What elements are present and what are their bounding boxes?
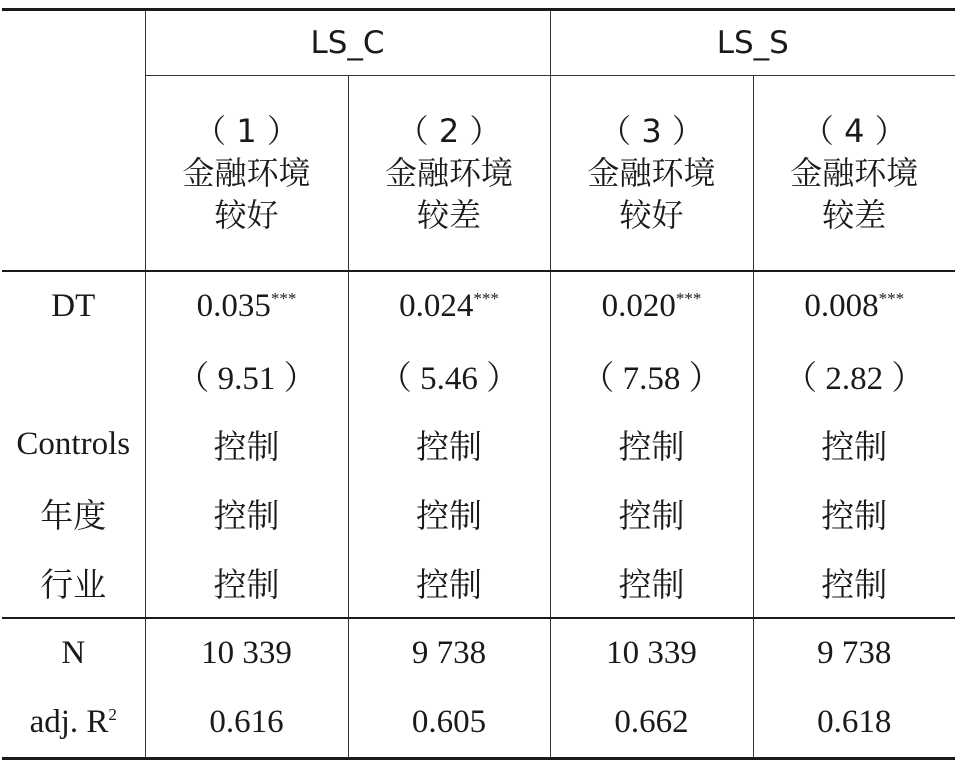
tstat-cell: （ 5.46 ）: [348, 341, 550, 410]
tstat-cell: （ 2.82 ）: [753, 341, 955, 410]
column-title-line2: 较差: [822, 196, 887, 234]
coef-cell: [550, 271, 753, 341]
corner-cell-sub: [2, 76, 145, 272]
column-header-1: [145, 76, 348, 272]
control-cell: 控制: [753, 479, 955, 548]
column-number: （ 1 ）: [194, 112, 299, 150]
column-title-line2: 较差: [417, 196, 482, 234]
control-cell: 控制: [550, 410, 753, 479]
coef-value: 0.024: [399, 288, 474, 324]
table-row-r2: [2, 688, 955, 759]
row-label: Controls: [16, 426, 131, 462]
table-row-industry: [2, 548, 955, 618]
control-cell: 控制: [753, 548, 955, 618]
control-cell: 控制: [753, 410, 955, 479]
column-header-3: [550, 76, 753, 272]
group-header-row: [2, 10, 955, 76]
table-row-year: [2, 479, 955, 548]
column-title-line2: 较好: [214, 196, 279, 234]
control-cell: 控制: [145, 410, 348, 479]
corner-cell: [2, 10, 145, 76]
column-title-line1: 金融环境: [385, 154, 514, 192]
group-header-ls-s: LS_S: [550, 10, 955, 76]
row-label: adj. R: [29, 704, 109, 740]
group-header-ls-c: LS_C: [145, 10, 550, 76]
row-label-r2: [2, 688, 145, 759]
control-cell: 控制: [348, 479, 550, 548]
column-title-line1: 金融环境: [790, 154, 919, 192]
significance-stars: ***: [270, 289, 297, 308]
row-label: N: [2, 618, 145, 688]
table-row-dt: [2, 271, 955, 341]
stat-cell: 0.618: [753, 688, 955, 759]
coef-cell: [753, 271, 955, 341]
row-label: 年度: [40, 499, 107, 535]
row-label: [2, 341, 145, 410]
stat-cell: 9 738: [753, 618, 955, 688]
significance-stars: ***: [675, 289, 702, 308]
column-title-line1: 金融环境: [182, 154, 311, 192]
stat-cell: 0.662: [550, 688, 753, 759]
coef-cell: [145, 271, 348, 341]
control-cell: 控制: [348, 548, 550, 618]
stat-cell: 9 738: [348, 618, 550, 688]
stat-cell: 10 339: [145, 618, 348, 688]
significance-stars: ***: [878, 289, 905, 308]
table-row-controls: [2, 410, 955, 479]
column-number: （ 4 ）: [801, 112, 907, 150]
control-cell: 控制: [145, 548, 348, 618]
control-cell: 控制: [550, 479, 753, 548]
control-cell: 控制: [348, 410, 550, 479]
control-cell: 控制: [550, 548, 753, 618]
tstat-cell: （ 7.58 ）: [550, 341, 753, 410]
coef-cell: [348, 271, 550, 341]
superscript: 2: [108, 705, 117, 724]
coef-value: 0.020: [601, 288, 676, 324]
coef-value: 0.008: [804, 288, 879, 324]
control-cell: 控制: [145, 479, 348, 548]
stat-cell: 0.605: [348, 688, 550, 759]
stat-cell: 0.616: [145, 688, 348, 759]
column-number: （ 3 ）: [599, 112, 704, 150]
table-row-tstat: [2, 341, 955, 410]
column-title-line2: 较好: [619, 196, 684, 234]
regression-table: [2, 8, 955, 760]
significance-stars: ***: [473, 289, 499, 308]
coef-value: 0.035: [196, 288, 271, 324]
column-header-2: [348, 76, 550, 272]
column-title-line1: 金融环境: [587, 154, 716, 192]
stat-cell: 10 339: [550, 618, 753, 688]
row-label: 行业: [40, 568, 107, 604]
column-header-row: [2, 76, 955, 272]
row-label: DT: [2, 271, 145, 341]
table-row-n: [2, 618, 955, 688]
column-header-4: [753, 76, 955, 272]
column-number: （ 2 ）: [396, 112, 502, 150]
tstat-cell: （ 9.51 ）: [145, 341, 348, 410]
